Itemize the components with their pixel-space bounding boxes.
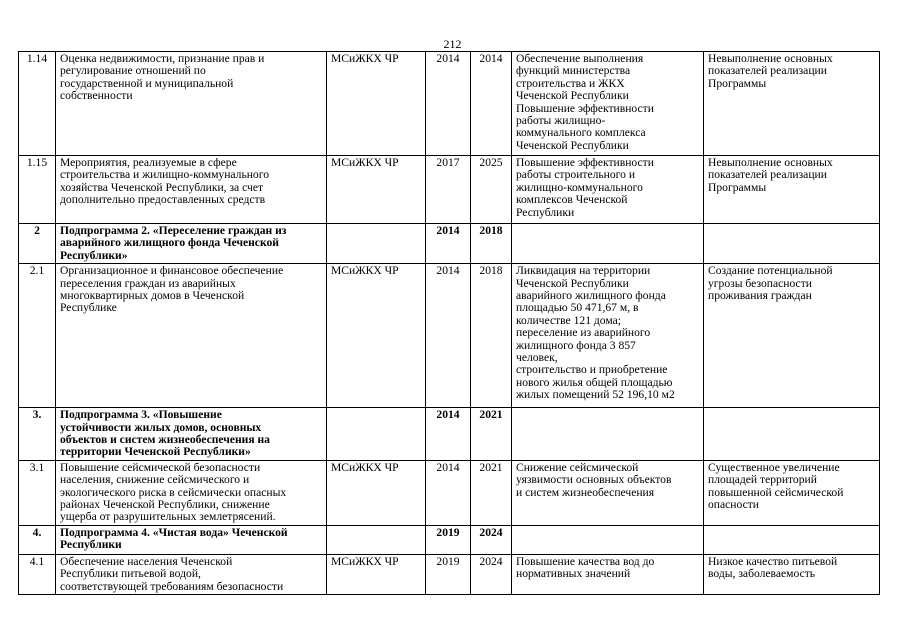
consequence-cell-line: Существенное увеличение — [708, 460, 840, 474]
measure-name-cell-line: государственной и муниципальной — [60, 76, 234, 90]
start-year-cell: 2014 — [426, 224, 471, 264]
end-year-cell: 2021 — [471, 408, 512, 461]
row-number-cell: 4. — [19, 525, 56, 554]
measure-name-cell — [56, 460, 327, 525]
program-measures-table — [18, 51, 880, 595]
measure-name-cell — [56, 156, 327, 224]
measure-name-cell-line: экологического риска в сейсмически опасных — [60, 485, 287, 499]
expected-result-cell — [512, 408, 704, 461]
expected-result-cell — [512, 156, 704, 224]
measure-name-cell-line: регулирование отношений по — [60, 64, 206, 78]
expected-result-cell-line: строительство и приобретение — [516, 363, 668, 377]
expected-result-cell — [512, 224, 704, 264]
end-year-cell: 2014 — [471, 52, 512, 156]
consequence-cell-line: Невыполнение основных — [708, 156, 833, 169]
measure-name-cell — [56, 264, 327, 408]
measure-name-cell-line: Подпрограмма 3. «Повышение — [60, 408, 222, 422]
measure-name-cell-line: ущерба от разрушительных землетрясений. — [60, 510, 276, 524]
executor-cell: МСиЖКХ ЧР — [327, 460, 426, 525]
measure-name-cell-line: Обеспечение населения Чеченской — [60, 554, 233, 568]
measure-name-cell-line: собственности — [60, 89, 133, 103]
measure-name-cell-line: Республике — [60, 301, 117, 315]
measure-name-cell-line: населения, снижение сейсмического и — [60, 473, 250, 487]
table-row — [19, 224, 880, 264]
measure-name-cell-line: Республики — [60, 538, 122, 552]
row-number-cell: 1.14 — [19, 52, 56, 156]
expected-result-cell-line: нового жилья общей площадью — [516, 375, 673, 389]
expected-result-cell-line: Снижение сейсмической — [516, 460, 639, 474]
measure-name-cell-line: Организационное и финансовое обеспечение — [60, 264, 284, 278]
start-year-cell: 2019 — [426, 525, 471, 554]
expected-result-cell — [512, 525, 704, 554]
measure-name-cell-line: объектов и систем жизнеобеспечения на — [60, 433, 270, 447]
consequence-cell-line: Низкое качество питьевой — [708, 554, 838, 568]
start-year-cell: 2014 — [426, 52, 471, 156]
measure-name-cell — [56, 525, 327, 554]
consequence-cell-line: Невыполнение основных — [708, 52, 833, 65]
expected-result-cell-line: уязвимости основных объектов — [516, 473, 672, 487]
measure-name-cell-line: переселения граждан из аварийных — [60, 276, 236, 290]
table-row — [19, 52, 880, 156]
row-number-cell: 3.1 — [19, 460, 56, 525]
consequence-cell-line: показателей реализации — [708, 168, 827, 182]
consequence-cell — [704, 224, 880, 264]
end-year-cell: 2018 — [471, 224, 512, 264]
expected-result-cell-line: коммунального комплекса — [516, 126, 646, 140]
consequence-cell-line: Программы — [708, 76, 767, 90]
consequence-cell — [704, 408, 880, 461]
expected-result-cell-line: работы жилищно- — [516, 114, 606, 128]
executor-cell — [327, 408, 426, 461]
consequence-cell — [704, 156, 880, 224]
end-year-cell: 2025 — [471, 156, 512, 224]
measure-name-cell-line: районах Чеченской Республики, снижение — [60, 498, 270, 512]
measure-name-cell-line: Повышение сейсмической безопасности — [60, 460, 261, 474]
table-row — [19, 554, 880, 594]
measure-name-cell — [56, 52, 327, 156]
end-year-cell: 2018 — [471, 264, 512, 408]
expected-result-cell — [512, 460, 704, 525]
consequence-cell — [704, 554, 880, 594]
consequence-cell — [704, 525, 880, 554]
expected-result-cell-line: Ликвидация на территории — [516, 264, 651, 278]
expected-result-cell-line: Повышение качества вод до — [516, 554, 655, 568]
row-number-cell: 2 — [19, 224, 56, 264]
measure-name-cell-line: Подпрограмма 2. «Переселение граждан из — [60, 224, 287, 237]
executor-cell: МСиЖКХ ЧР — [327, 52, 426, 156]
measure-name-cell-line: территории Чеченской Республики» — [60, 445, 251, 459]
consequence-cell-line: повышенной сейсмической — [708, 485, 844, 499]
consequence-cell-line: опасности — [708, 498, 760, 512]
consequence-cell-line: показателей реализации — [708, 64, 827, 78]
expected-result-cell-line: площадью 50 471,67 м, в — [516, 301, 639, 315]
expected-result-cell-line: жилищно-коммунального — [516, 180, 643, 194]
expected-result-cell-line: Республики — [516, 205, 575, 219]
start-year-cell: 2014 — [426, 460, 471, 525]
consequence-cell — [704, 264, 880, 408]
expected-result-cell-line: строительства и ЖКХ — [516, 76, 625, 90]
executor-cell — [327, 224, 426, 264]
start-year-cell: 2017 — [426, 156, 471, 224]
row-number-cell: 3. — [19, 408, 56, 461]
consequence-cell-line: угрозы безопасности — [708, 276, 812, 290]
expected-result-cell-line: Обеспечение выполнения — [516, 52, 644, 65]
expected-result-cell-line: комплексов Чеченской — [516, 193, 628, 207]
expected-result-cell-line: работы строительного и — [516, 168, 636, 182]
measure-name-cell-line: Подпрограмма 4. «Чистая вода» Чеченской — [60, 525, 288, 539]
table-row — [19, 156, 880, 224]
expected-result-cell-line: Чеченской Республики — [516, 138, 629, 152]
measure-name-cell-line: аварийного жилищного фонда Чеченской — [60, 236, 279, 250]
table-row — [19, 525, 880, 554]
consequence-cell-line: площадей территорий — [708, 473, 817, 487]
executor-cell: МСиЖКХ ЧР — [327, 554, 426, 594]
expected-result-cell-line: Повышение эффективности — [516, 156, 654, 169]
executor-cell: МСиЖКХ ЧР — [327, 264, 426, 408]
measure-name-cell-line: дополнительно предоставленных средств — [60, 193, 266, 207]
expected-result-cell-line: и систем жизнеобеспечения — [516, 485, 655, 499]
expected-result-cell-line: Чеченской Республики — [516, 89, 629, 103]
expected-result-cell-line: жилищного фонда 3 857 — [516, 338, 636, 352]
row-number-cell: 4.1 — [19, 554, 56, 594]
consequence-cell-line: Программы — [708, 180, 767, 194]
expected-result-cell — [512, 554, 704, 594]
table-row — [19, 460, 880, 525]
measure-name-cell-line: строительства и жилищно-коммунального — [60, 168, 269, 182]
expected-result-cell-line: переселение из аварийного — [516, 326, 651, 340]
expected-result-cell — [512, 52, 704, 156]
table-row — [19, 264, 880, 408]
measure-name-cell-line: соответствующей требованиям безопасности — [60, 579, 284, 593]
start-year-cell: 2014 — [426, 408, 471, 461]
measure-name-cell-line: Оценка недвижимости, признание прав и — [60, 52, 265, 65]
row-number-cell: 1.15 — [19, 156, 56, 224]
consequence-cell-line: проживания граждан — [708, 289, 812, 303]
consequence-cell — [704, 460, 880, 525]
expected-result-cell-line: аварийного жилищного фонда — [516, 289, 666, 303]
executor-cell — [327, 525, 426, 554]
measure-name-cell-line: хозяйства Чеченской Республики, за счет — [60, 180, 264, 194]
measure-name-cell-line: устойчивости жилых домов, основных — [60, 420, 262, 434]
start-year-cell: 2019 — [426, 554, 471, 594]
expected-result-cell-line: Повышение эффективности — [516, 101, 654, 115]
expected-result-cell-line: жилых помещений 52 196,10 м2 — [516, 388, 675, 402]
end-year-cell: 2024 — [471, 525, 512, 554]
expected-result-cell-line: нормативных значений — [516, 567, 631, 581]
measure-name-cell-line: многоквартирных домов в Чеченской — [60, 289, 245, 303]
table-row — [19, 408, 880, 461]
row-number-cell: 2.1 — [19, 264, 56, 408]
expected-result-cell-line: человек, — [516, 351, 558, 365]
expected-result-cell — [512, 264, 704, 408]
expected-result-cell-line: Чеченской Республики — [516, 276, 629, 290]
measure-name-cell — [56, 224, 327, 264]
expected-result-cell-line: функций министерства — [516, 64, 631, 78]
consequence-cell-line: воды, заболеваемость — [708, 567, 816, 581]
measure-name-cell-line: Республики» — [60, 248, 128, 262]
page-number: 212 — [443, 37, 462, 51]
start-year-cell: 2014 — [426, 264, 471, 408]
measure-name-cell-line: Республики питьевой водой, — [60, 567, 201, 581]
executor-cell: МСиЖКХ ЧР — [327, 156, 426, 224]
measure-name-cell — [56, 408, 327, 461]
expected-result-cell-line: количестве 121 дома; — [516, 313, 621, 327]
consequence-cell-line: Создание потенциальной — [708, 264, 833, 278]
end-year-cell: 2024 — [471, 554, 512, 594]
end-year-cell: 2021 — [471, 460, 512, 525]
consequence-cell — [704, 52, 880, 156]
measure-name-cell-line: Мероприятия, реализуемые в сфере — [60, 156, 237, 169]
measure-name-cell — [56, 554, 327, 594]
